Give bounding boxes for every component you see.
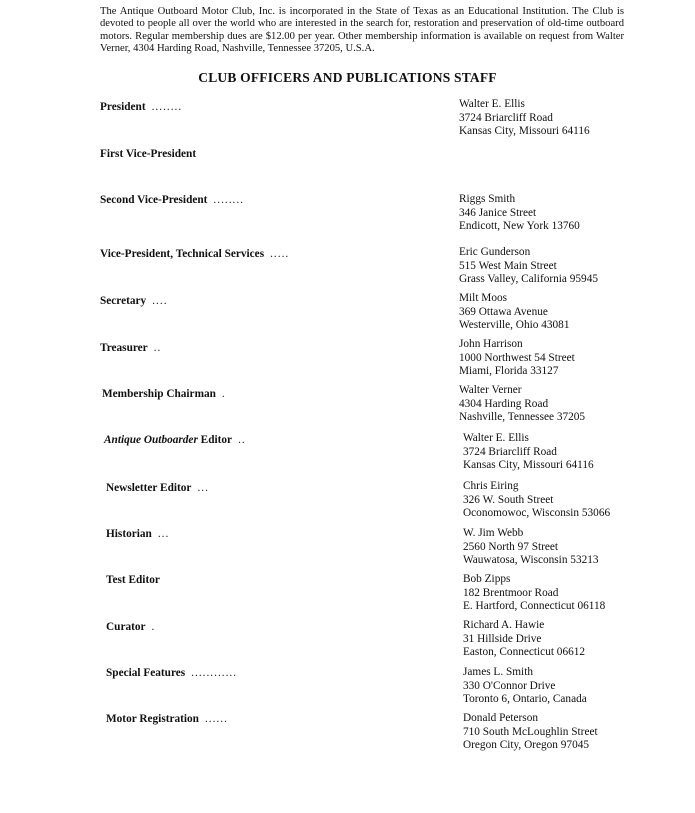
officer-address bbox=[459, 246, 598, 287]
officer-address bbox=[463, 527, 599, 568]
address-city: Grass Valley, California 95945 bbox=[459, 273, 598, 286]
address-street: 515 West Main Street bbox=[459, 259, 557, 272]
address-street: 326 W. South Street bbox=[463, 493, 554, 506]
address-street: 3724 Briarcliff Road bbox=[463, 445, 557, 458]
role-label: Membership Chairman . bbox=[102, 388, 226, 400]
intro-paragraph: The Antique Outboard Motor Club, Inc. is incorporated in the State of Texas as an Educational Institution. The Club is devoted to people all over the world who are interested in the search for, restoration and preservation of old-time outboard motors. Regular membership dues are $12.00 per year. Other membership information is available on request from Walter Verner, 4304 Harding Road, Nashville, Tennessee 37205, U.S.A. bbox=[100, 6, 624, 54]
address-street: 3724 Briarcliff Road bbox=[459, 111, 553, 124]
address-city: Easton, Connecticut 06612 bbox=[463, 646, 586, 659]
role-label: Curator . bbox=[106, 621, 156, 633]
address-city: Kansas City, Missouri 64116 bbox=[459, 125, 590, 138]
role-label: First Vice-President bbox=[100, 148, 197, 160]
address-city: Endicott, New York 13760 bbox=[459, 220, 580, 233]
officer-name: Walter Verner bbox=[459, 384, 522, 396]
role-label: Motor Registration ...... bbox=[106, 713, 228, 725]
officer-address bbox=[463, 480, 610, 521]
officer-address bbox=[463, 573, 605, 614]
officer-address bbox=[459, 384, 585, 425]
officer-name: Walter E. Ellis bbox=[463, 432, 529, 444]
address-city: E. Hartford, Connecticut 06118 bbox=[463, 600, 606, 613]
address-street: 330 O'Connor Drive bbox=[463, 679, 556, 692]
role-label: Vice-President, Technical Services ..... bbox=[100, 248, 290, 260]
address-city: Oregon City, Oregon 97045 bbox=[463, 739, 590, 752]
officer-address bbox=[459, 98, 590, 139]
address-street: 346 Janice Street bbox=[459, 206, 537, 219]
officer-address bbox=[463, 432, 594, 473]
address-street: 31 Hillside Drive bbox=[463, 632, 542, 645]
role-label: Special Features ............ bbox=[106, 667, 238, 679]
role-label: President ........ bbox=[100, 101, 183, 113]
officer-name: Milt Moos bbox=[459, 292, 508, 304]
role-label: Secretary .... bbox=[100, 295, 168, 307]
address-street: 1000 Northwest 54 Street bbox=[459, 351, 575, 364]
address-street: 4304 Harding Road bbox=[459, 397, 549, 410]
role-label: Historian ... bbox=[106, 528, 170, 540]
role-label: Second Vice-President ........ bbox=[100, 194, 245, 206]
officer-address bbox=[463, 619, 585, 660]
officer-name: John Harrison bbox=[459, 338, 523, 350]
address-city: Kansas City, Missouri 64116 bbox=[463, 459, 594, 472]
address-city: Westerville, Ohio 43081 bbox=[459, 319, 570, 332]
officer-name: Walter E. Ellis bbox=[459, 98, 525, 110]
address-city: Miami, Florida 33127 bbox=[459, 365, 559, 378]
address-street: 182 Brentmoor Road bbox=[463, 586, 559, 599]
officer-name: Donald Peterson bbox=[463, 712, 538, 724]
address-street: 710 South McLoughlin Street bbox=[463, 725, 598, 738]
officer-name: W. Jim Webb bbox=[463, 527, 524, 539]
role-label: Newsletter Editor ... bbox=[106, 482, 209, 494]
officer-name: James L. Smith bbox=[463, 666, 533, 678]
officer-address bbox=[459, 338, 575, 379]
officer-name: Chris Eiring bbox=[463, 480, 519, 492]
role-label: Test Editor bbox=[106, 574, 160, 586]
address-street: 2560 North 97 Street bbox=[463, 540, 559, 553]
address-city: Oconomowoc, Wisconsin 53066 bbox=[463, 507, 611, 520]
address-city: Wauwatosa, Wisconsin 53213 bbox=[463, 554, 599, 567]
officer-address bbox=[463, 712, 598, 753]
address-city: Toronto 6, Ontario, Canada bbox=[463, 693, 587, 706]
role-label: Treasurer .. bbox=[100, 342, 162, 354]
officer-address bbox=[463, 666, 587, 707]
officer-name: Bob Zipps bbox=[463, 573, 511, 585]
officer-address bbox=[459, 292, 569, 333]
page-title: CLUB OFFICERS AND PUBLICATIONS STAFF bbox=[198, 70, 497, 85]
officer-name: Eric Gunderson bbox=[459, 246, 531, 258]
address-city: Nashville, Tennessee 37205 bbox=[459, 411, 586, 424]
officer-address bbox=[459, 193, 580, 234]
role-label: Antique Outboarder Editor .. bbox=[104, 434, 246, 446]
address-street: 369 Ottawa Avenue bbox=[459, 305, 548, 318]
officer-name: Richard A. Hawie bbox=[463, 619, 545, 631]
officer-name: Riggs Smith bbox=[459, 193, 516, 205]
